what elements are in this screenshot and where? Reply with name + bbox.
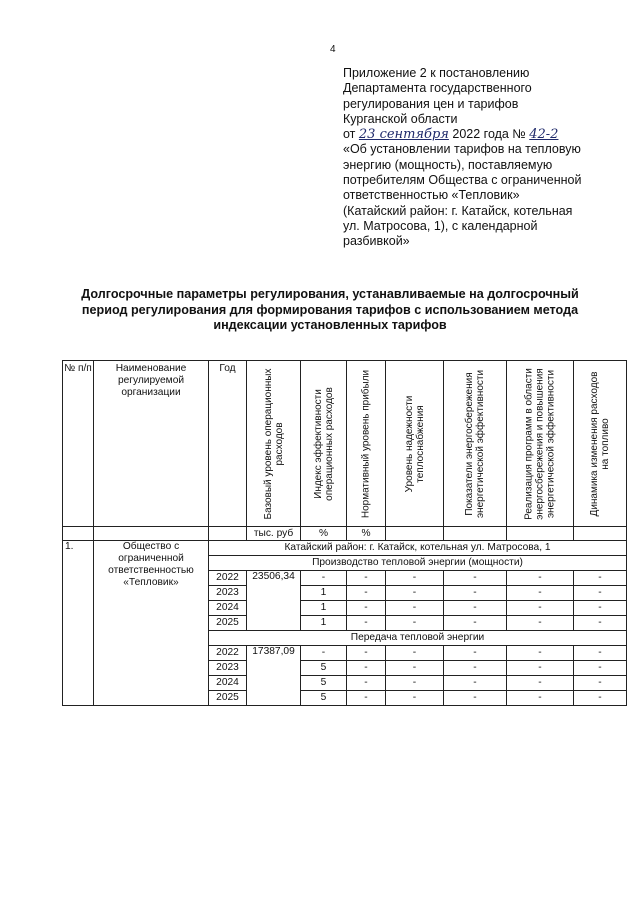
index-cell: - xyxy=(301,571,347,586)
header-energy: Показатели энергосбережения энергетической эффективности xyxy=(444,361,507,527)
appendix-line: потребителям Общества с ограниченной xyxy=(343,173,582,188)
fuel-cell: - xyxy=(574,691,627,706)
index-cell: - xyxy=(301,646,347,661)
fuel-cell: - xyxy=(574,601,627,616)
year-cell: 2024 xyxy=(209,601,247,616)
document-title xyxy=(60,287,600,334)
programs-cell: - xyxy=(507,661,574,676)
fuel-cell: - xyxy=(574,676,627,691)
year-cell: 2022 xyxy=(209,646,247,661)
section-title: Передача тепловой энергии xyxy=(209,631,627,646)
index-cell: 5 xyxy=(301,676,347,691)
programs-cell: - xyxy=(507,571,574,586)
organization-name: Общество с ограниченной ответственностью «Тепловик» xyxy=(94,541,209,706)
energy-cell: - xyxy=(444,586,507,601)
appendix-date-line xyxy=(343,127,633,142)
unit-empty xyxy=(209,527,247,541)
appendix-line: Курганской области xyxy=(343,111,458,126)
energy-cell: - xyxy=(444,676,507,691)
year-cell: 2025 xyxy=(209,616,247,631)
reliability-cell: - xyxy=(386,601,444,616)
reliability-cell: - xyxy=(386,571,444,586)
energy-cell: - xyxy=(444,571,507,586)
appendix-line: регулирования цен и тарифов xyxy=(343,96,519,111)
appendix-line: ул. Матросова, 1), с календарной xyxy=(343,218,538,233)
index-cell: 5 xyxy=(301,661,347,676)
appendix-line: (Катайский район: г. Катайск, котельная xyxy=(343,203,573,218)
header-fuel: Динамика изменения расходов на топливо xyxy=(574,361,627,527)
unit-empty xyxy=(574,527,627,541)
fuel-cell: - xyxy=(574,571,627,586)
profit-cell: - xyxy=(347,586,386,601)
reliability-cell: - xyxy=(386,691,444,706)
header-reliability: Уровень надежности теплоснабжения xyxy=(386,361,444,527)
index-cell: 1 xyxy=(301,601,347,616)
reliability-cell: - xyxy=(386,616,444,631)
programs-cell: - xyxy=(507,586,574,601)
year-cell: 2024 xyxy=(209,676,247,691)
energy-cell: - xyxy=(444,646,507,661)
title-line: индексации установленных тарифов xyxy=(213,318,447,332)
appendix-line: энергию (мощность), поставляемую xyxy=(343,157,553,172)
profit-cell: - xyxy=(347,646,386,661)
header-index: Индекс эффективности операционных расходов xyxy=(301,361,347,527)
title-line: период регулирования для формирования тарифов с использованием метода xyxy=(81,302,579,317)
reliability-cell: - xyxy=(386,586,444,601)
year-cell: 2023 xyxy=(209,661,247,676)
appendix-block xyxy=(343,66,633,250)
unit-base: тыс. руб xyxy=(247,527,301,541)
appendix-line: Департамента государственного xyxy=(343,81,532,96)
reliability-cell: - xyxy=(386,676,444,691)
profit-cell: - xyxy=(347,676,386,691)
reliability-cell: - xyxy=(386,646,444,661)
unit-empty xyxy=(63,527,94,541)
base-level-cell: 23506,34 xyxy=(247,571,301,631)
profit-cell: - xyxy=(347,616,386,631)
date-year: 2022 года № xyxy=(452,127,526,142)
header-base: Базовый уровень операционных расходов xyxy=(247,361,301,527)
index-cell: 5 xyxy=(301,691,347,706)
profit-cell: - xyxy=(347,571,386,586)
page-number: 4 xyxy=(330,44,336,55)
unit-empty xyxy=(444,527,507,541)
programs-cell: - xyxy=(507,691,574,706)
fuel-cell: - xyxy=(574,616,627,631)
programs-cell: - xyxy=(507,676,574,691)
row-number: 1. xyxy=(63,541,94,706)
location-label: Катайский район: г. Катайск, котельная ул. Матросова, 1 xyxy=(209,541,627,556)
year-cell: 2022 xyxy=(209,571,247,586)
section-title: Производство тепловой энергии (мощности) xyxy=(209,556,627,571)
energy-cell: - xyxy=(444,616,507,631)
handwritten-date: 23 сентября xyxy=(358,127,449,143)
profit-cell: - xyxy=(347,691,386,706)
fuel-cell: - xyxy=(574,661,627,676)
year-cell: 2025 xyxy=(209,691,247,706)
base-level-cell: 17387,09 xyxy=(247,646,301,706)
header-year: Год xyxy=(209,361,247,527)
index-cell: 1 xyxy=(301,586,347,601)
unit-empty xyxy=(94,527,209,541)
unit-profit: % xyxy=(347,527,386,541)
header-org: Наименование регулируемой организации xyxy=(94,361,209,527)
year-cell: 2023 xyxy=(209,586,247,601)
title-line: Долгосрочные параметры регулирования, устанавливаемые на долгосрочный xyxy=(81,287,579,301)
header-profit: Нормативный уровень прибыли xyxy=(347,361,386,527)
profit-cell: - xyxy=(347,601,386,616)
parameters-table xyxy=(62,360,627,706)
unit-empty xyxy=(386,527,444,541)
unit-index: % xyxy=(301,527,347,541)
handwritten-number: 42-2 xyxy=(529,127,559,143)
appendix-line: разбивкой» xyxy=(343,234,410,249)
programs-cell: - xyxy=(507,646,574,661)
energy-cell: - xyxy=(444,601,507,616)
fuel-cell: - xyxy=(574,586,627,601)
header-num: № п/п xyxy=(63,361,94,527)
profit-cell: - xyxy=(347,661,386,676)
date-prefix: от xyxy=(343,127,356,142)
energy-cell: - xyxy=(444,661,507,676)
energy-cell: - xyxy=(444,691,507,706)
unit-empty xyxy=(507,527,574,541)
header-programs: Реализация программ в области энергосбережения и повышения энергетической эффективности xyxy=(507,361,574,527)
programs-cell: - xyxy=(507,616,574,631)
appendix-line: ответственностью «Тепловик» xyxy=(343,188,520,203)
appendix-line: «Об установлении тарифов на тепловую xyxy=(343,142,581,157)
programs-cell: - xyxy=(507,601,574,616)
fuel-cell: - xyxy=(574,646,627,661)
appendix-line: Приложение 2 к постановлению xyxy=(343,66,530,80)
reliability-cell: - xyxy=(386,661,444,676)
index-cell: 1 xyxy=(301,616,347,631)
